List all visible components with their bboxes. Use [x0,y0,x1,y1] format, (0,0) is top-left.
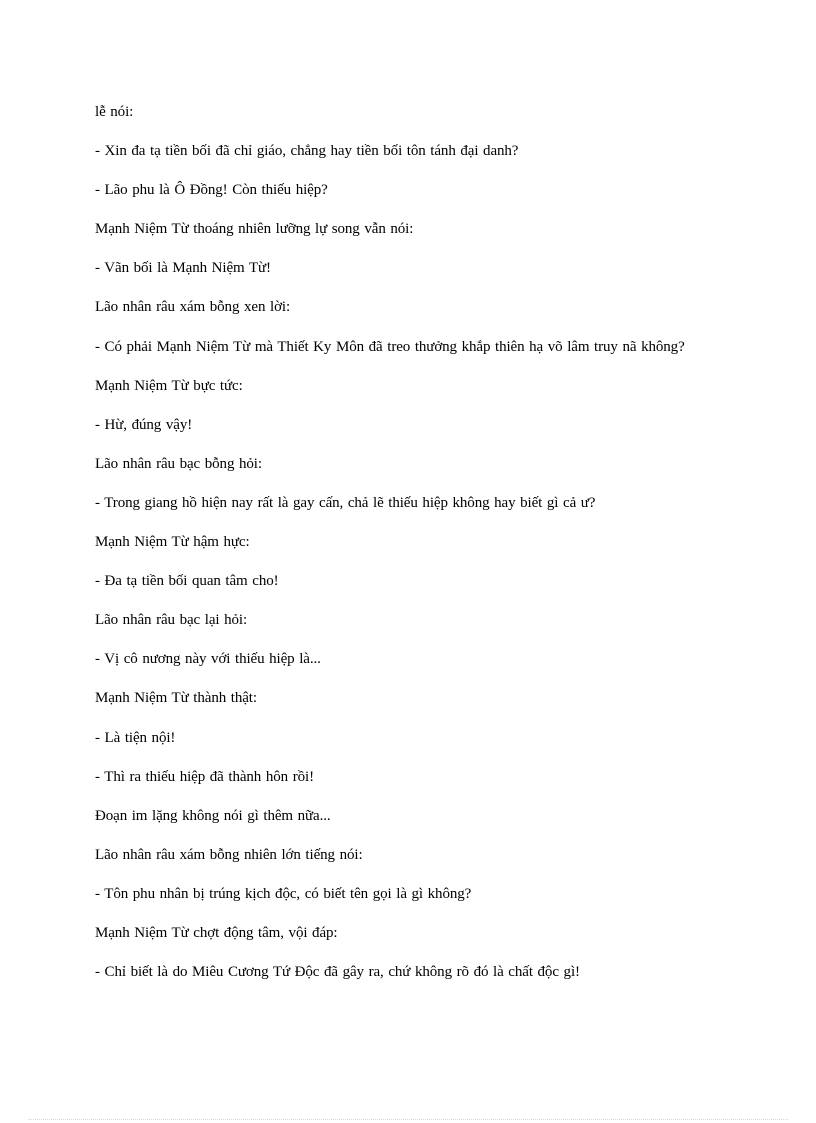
text-line: lễ nói: [95,104,134,120]
text-line: - Là tiện nội! [95,729,176,746]
text-line: Lão nhân râu xám bỗng xen lời: [95,299,291,316]
text-line: Lão nhân râu bạc bỗng hỏi: [95,455,262,472]
text-line: - Có phải Mạnh Niệm Từ mà Thiết Ky Môn đã treo thưởng khắp thiên hạ võ lâm truy nã không? [95,338,685,355]
text-line: - Đa tạ tiền bối quan tâm cho! [95,573,279,590]
text-line: - Xin đa tạ tiền bối đã chỉ giáo, chẳng hay tiền bối tôn tánh đại danh? [95,143,519,160]
text-line: - Lão phu là Ô Đồng! Còn thiếu hiệp? [95,182,328,199]
text-line: Lão nhân râu xám bỗng nhiên lớn tiếng nói: [95,846,363,863]
page-bottom-rule [28,1119,788,1120]
text-line: - Vị cô nương này với thiếu hiệp là... [95,651,321,668]
text-line: Mạnh Niệm Từ thoáng nhiên lưỡng lự song vẫn nói: [95,221,414,238]
text-line: Mạnh Niệm Từ hậm hực: [95,534,250,551]
text-line: Mạnh Niệm Từ chợt động tâm, vội đáp: [95,924,338,941]
text-line: - Thì ra thiếu hiệp đã thành hôn rồi! [95,768,314,785]
text-line: - Chỉ biết là do Miêu Cương Tứ Độc đã gây ra, chứ không rõ đó là chất độc gì! [95,964,580,981]
text-line: - Tôn phu nhân bị trúng kịch độc, có biết tên gọi là gì không? [95,885,472,902]
text-line: - Vãn bối là Mạnh Niệm Từ! [95,260,271,277]
text-line: Đoạn im lặng không nói gì thêm nữa... [95,807,331,824]
text-line: - Trong giang hồ hiện nay rất là gay cấn, chả lẽ thiếu hiệp không hay biết gì cả ư? [95,494,596,511]
text-line: Mạnh Niệm Từ thành thật: [95,690,257,707]
text-line: Mạnh Niệm Từ bực tức: [95,377,243,394]
text-line: Lão nhân râu bạc lại hỏi: [95,612,248,629]
text-line: - Hừ, đúng vậy! [95,416,193,433]
document-body [95,102,775,1001]
